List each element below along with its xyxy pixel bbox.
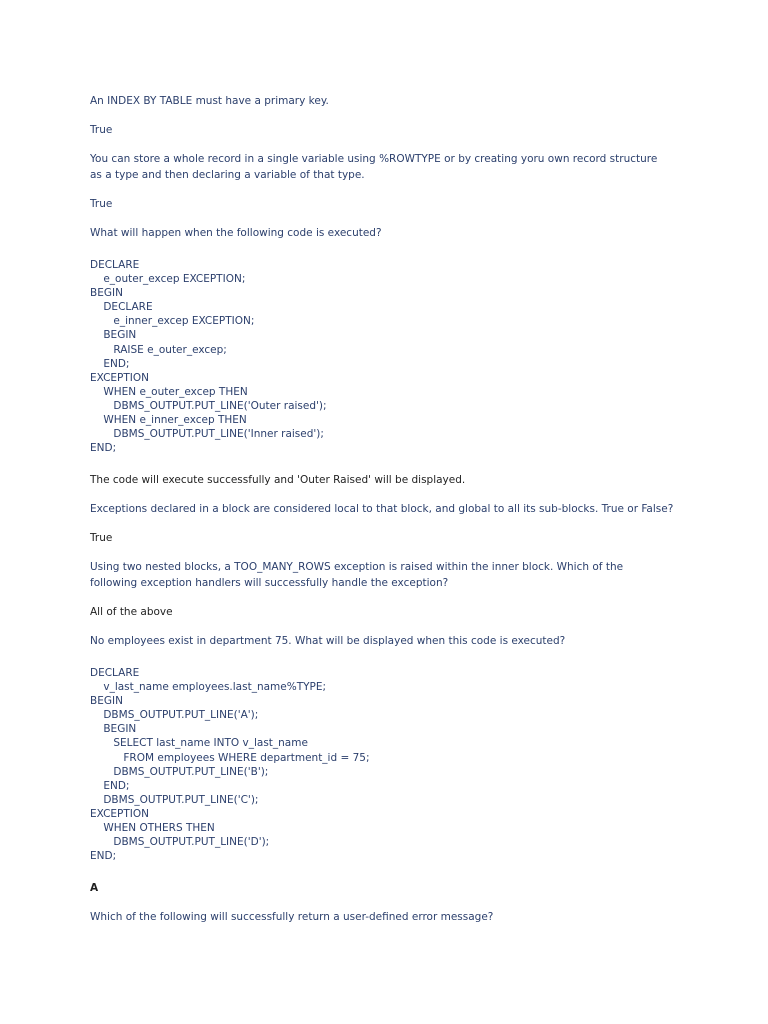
code-line: BEGIN	[90, 723, 137, 736]
answer-code-execution: The code will execute successfully and 'Outer Raised' will be displayed.	[90, 474, 466, 486]
code-line: DBMS_OUTPUT.PUT_LINE('C');	[90, 793, 259, 806]
code-line: BEGIN	[90, 695, 123, 708]
code-line: WHEN e_inner_excep THEN	[90, 414, 247, 427]
code-line: DBMS_OUTPUT.PUT_LINE('Outer raised');	[90, 399, 327, 412]
code-line: END;	[90, 779, 130, 792]
code-block-exceptions	[90, 258, 680, 455]
code-line: BEGIN	[90, 329, 137, 342]
code-line: DBMS_OUTPUT.PUT_LINE('A');	[90, 709, 259, 722]
question-code-execution: What will happen when the following code is executed?	[90, 227, 382, 239]
code-line: FROM employees WHERE department_id = 75;	[90, 751, 370, 764]
answer-department-75: A	[90, 882, 99, 894]
code-line: WHEN e_outer_excep THEN	[90, 385, 248, 398]
code-line: EXCEPTION	[90, 807, 149, 820]
code-line: DECLARE	[90, 667, 140, 679]
code-line: RAISE e_outer_excep;	[90, 343, 227, 356]
code-block-department	[90, 666, 680, 863]
question-index-by-table: An INDEX BY TABLE must have a primary key.	[90, 95, 329, 107]
question-exception-scope: Exceptions declared in a block are considered local to that block, and global to all its sub-blocks. True or False?	[90, 503, 674, 515]
code-line: BEGIN	[90, 287, 123, 300]
code-line: END;	[90, 357, 130, 370]
code-line: EXCEPTION	[90, 371, 149, 384]
question-user-defined-error: Which of the following will successfully return a user-defined error message?	[90, 911, 494, 923]
code-line: DBMS_OUTPUT.PUT_LINE('D');	[90, 836, 270, 849]
code-line: e_outer_excep EXCEPTION;	[90, 273, 246, 286]
answer-index-by-table: True	[90, 124, 113, 136]
code-line: WHEN OTHERS THEN	[90, 822, 215, 835]
code-line: DBMS_OUTPUT.PUT_LINE('Inner raised');	[90, 428, 324, 441]
question-department-75: No employees exist in department 75. What will be displayed when this code is executed?	[90, 635, 566, 647]
answer-too-many-rows: All of the above	[90, 606, 173, 618]
code-line: SELECT last_name INTO v_last_name	[90, 737, 308, 750]
code-line: v_last_name employees.last_name%TYPE;	[90, 681, 327, 694]
answer-exception-scope: True	[90, 532, 113, 544]
code-line: DBMS_OUTPUT.PUT_LINE('B');	[90, 765, 269, 778]
code-line: DECLARE	[90, 259, 140, 271]
code-line: END;	[90, 442, 117, 455]
question-too-many-rows: Using two nested blocks, a TOO_MANY_ROWS exception is raised within the inner block. Which of the following exception handlers will successfully handle the exception?	[90, 561, 624, 589]
code-line: e_inner_excep EXCEPTION;	[90, 315, 255, 328]
code-line: END;	[90, 850, 117, 863]
code-line: DECLARE	[90, 301, 153, 314]
question-rowtype: You can store a whole record in a single variable using %ROWTYPE or by creating yoru own record structure as a type and then declaring a variable of that type.	[90, 153, 658, 181]
answer-rowtype: True	[90, 198, 113, 210]
